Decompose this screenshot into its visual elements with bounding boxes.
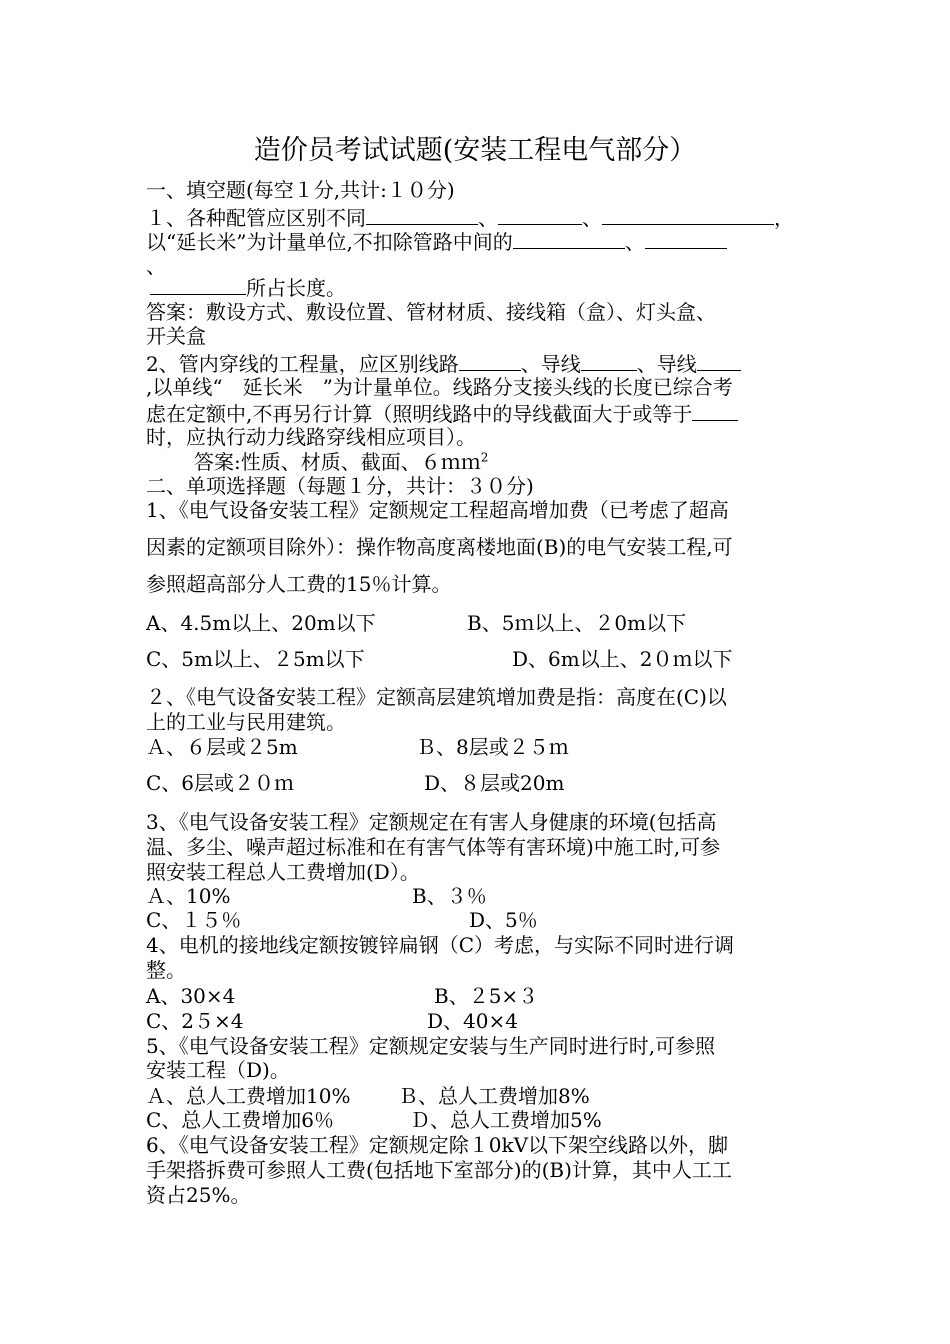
separator: ，: [774, 206, 794, 230]
s1-q1-line1: [146, 204, 794, 230]
s1-q1-line3: 、: [146, 254, 166, 278]
s1-q1-answer-line2: 开关盒: [146, 324, 206, 348]
fill-blank: [697, 350, 741, 371]
s2-q2-option-d: D、８层或20m: [424, 771, 565, 795]
s2-q3-option-a: Ａ、10%: [146, 884, 231, 908]
s1-q1-answer-line1: 答案：敷设方式、敷设位置、管材材质、接线箱（盒）、灯头盒、: [146, 300, 716, 324]
s1-q2-line4: 时，应执行动力线路穿线相应项目）。: [146, 425, 476, 449]
s2-q2-option-a: Ａ、６层或２5m: [146, 735, 298, 759]
section1-heading: 一、填空题(每空１分,共计:１０分): [146, 178, 455, 202]
s2-q4-line2: 整。: [146, 958, 186, 982]
s2-q2-line2: 上的工业与民用建筑。: [146, 710, 346, 734]
fill-blank: [645, 228, 727, 249]
s1-q1-text: 以“延长米”为计量单位,不扣除管路中间的: [146, 230, 513, 254]
s2-q3-option-d: D、5％: [469, 908, 538, 932]
s2-q6-line3: 资占25%。: [146, 1183, 251, 1207]
s2-q1-option-c: C、5m以上、２5m以下: [146, 647, 365, 671]
separator: 、: [624, 230, 645, 254]
fill-blank: [459, 350, 521, 371]
s2-q5-line1: 5、《电气设备安装工程》定额规定安装与生产同时进行时,可参照: [146, 1034, 716, 1058]
s1-q2-text: 2、管内穿线的工程量，应区别线路: [146, 352, 459, 376]
s2-q5-option-a: Ａ、总人工费增加10%: [146, 1084, 351, 1108]
s2-q2-option-b: Ｂ、8层或２５ｍ: [416, 735, 569, 759]
s1-q2-answer: [194, 450, 488, 474]
s1-q2-text: 、导线: [636, 352, 697, 376]
s2-q1-option-a: A、4.5m以上、20m以下: [146, 611, 376, 635]
fill-blank: [602, 204, 774, 225]
s2-q5-option-d: Ｄ、总人工费增加5%: [410, 1108, 602, 1132]
s1-q2-line1: [146, 350, 741, 376]
fill-blank: [498, 204, 582, 225]
s2-q4-option-d: D、40×4: [427, 1009, 518, 1033]
s2-q5-line2: 安装工程（D)。: [146, 1058, 290, 1082]
s2-q1-line2: 因素的定额项目除外）：操作物高度离楼地面(B)的电气安装工程,可: [146, 535, 733, 559]
s1-q2-line3: [146, 400, 738, 426]
s2-q2-line1: ２、《电气设备安装工程》定额高层建筑增加费是指：高度在(C)以: [146, 685, 727, 709]
s1-q2-text: 、导线: [520, 352, 581, 376]
s2-q1-option-d: D、6m以上、2０ｍ以下: [512, 647, 733, 671]
fill-blank: [692, 400, 738, 421]
s2-q1-line1: 1、《电气设备安装工程》定额规定工程超高增加费（已考虑了超高: [146, 498, 729, 522]
s2-q3-option-b: B、３％: [412, 884, 487, 908]
s2-q6-line1: 6、《电气设备安装工程》定额规定除１0kV以下架空线路以外，脚: [146, 1133, 729, 1157]
fill-blank: [150, 274, 246, 295]
s2-q3-line3: 照安装工程总人工费增加(D）。: [146, 860, 420, 884]
separator: 、: [582, 206, 602, 230]
s2-q4-option-b: B、２5×３: [434, 984, 539, 1008]
s1-q1-line4: [146, 274, 346, 300]
s2-q4-option-a: A、30×4: [146, 984, 236, 1008]
s2-q3-line1: 3、《电气设备安装工程》定额规定在有害人身健康的环境(包括高: [146, 810, 717, 834]
superscript: 2: [480, 450, 489, 465]
s2-q1-line3: 参照超高部分人工费的15％计算。: [146, 572, 452, 596]
s2-q1-option-b: B、5ｍ以上、２0m以下: [467, 611, 687, 635]
s2-q2-option-c: C、6层或２０ｍ: [146, 771, 295, 795]
page-title: 造价员考试试题(安装工程电气部分）: [253, 135, 697, 166]
section2-heading: 二、单项选择题（每题１分，共计：３０分): [146, 474, 534, 498]
fill-blank: [513, 228, 625, 249]
s1-q1-text: １、各种配管应区别不同: [146, 206, 366, 230]
s2-q5-option-c: C、总人工费增加6％: [146, 1108, 335, 1132]
fill-blank: [581, 350, 637, 371]
fill-blank: [366, 204, 478, 225]
s2-q3-option-c: C、１５％: [146, 908, 242, 932]
s1-q2-text: 虑在定额中,不再另行计算（照明线路中的导线截面大于或等于: [146, 402, 693, 426]
s2-q5-option-b: Ｂ、总人工费增加8%: [398, 1084, 590, 1108]
s2-q4-line1: 4、电机的接地线定额按镀锌扁钢（C）考虑，与实际不同时进行调: [146, 933, 735, 957]
separator: 、: [478, 206, 498, 230]
s2-q4-option-c: C、2５×4: [146, 1009, 244, 1033]
s2-q3-line2: 温、多尘、噪声超过标准和在有害气体等有害环境)中施工时,可参: [146, 835, 721, 859]
s1-q2-line2: ,以单线“ 延长米 ”为计量单位。线路分支接头线的长度已综合考: [146, 375, 733, 399]
s2-q6-line2: 手架搭拆费可参照人工费(包括地下室部分)的(B)计算，其中人工工: [146, 1158, 732, 1182]
s1-q1-line2: [146, 228, 727, 254]
s1-q1-text: 所占长度。: [246, 276, 346, 300]
s1-q2-answer-text: 答案:性质、材质、截面、６ｍｍ: [194, 450, 481, 474]
